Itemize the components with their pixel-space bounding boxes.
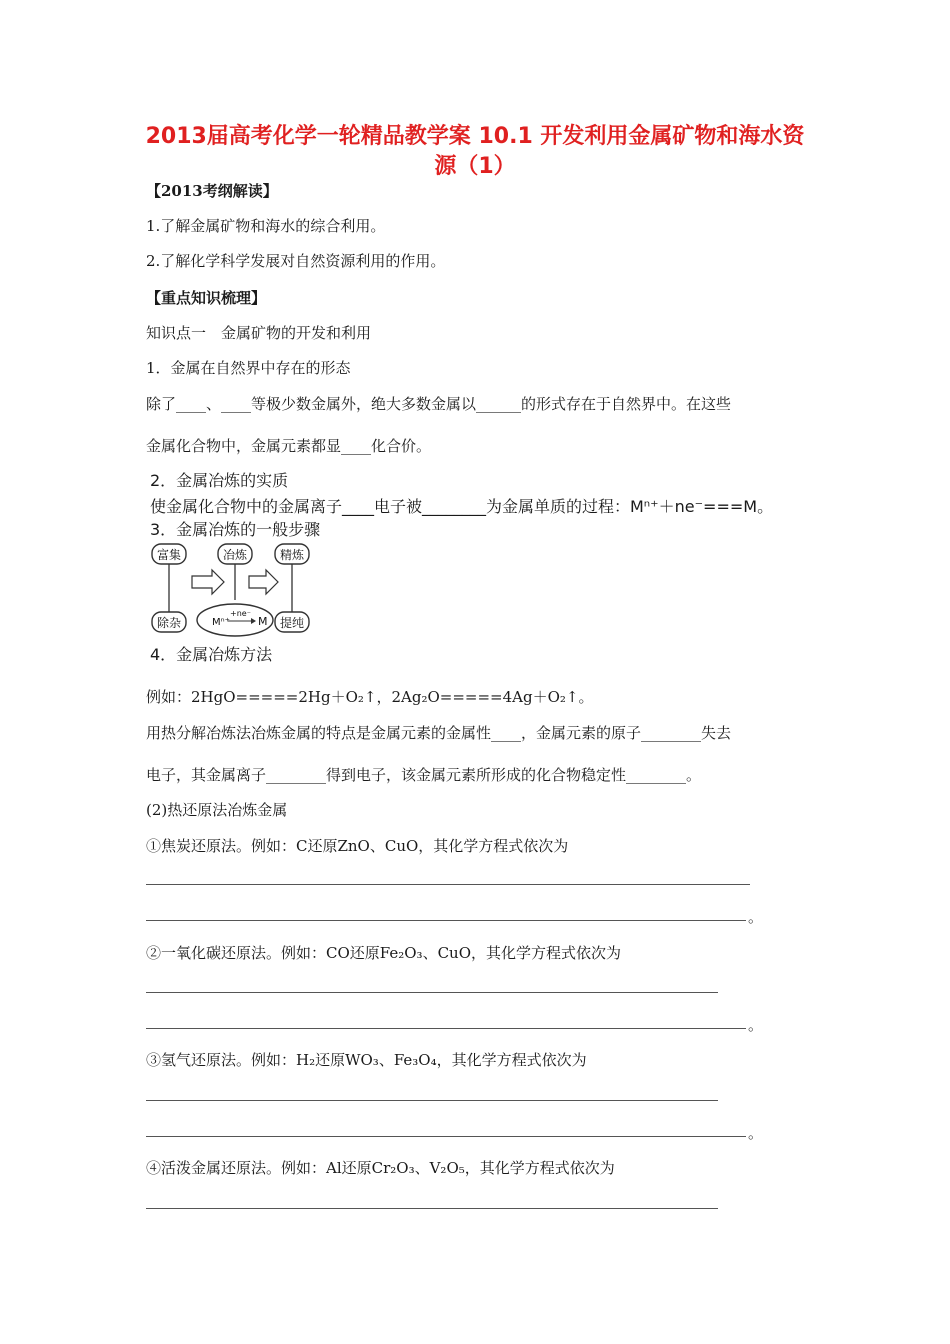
heading-3: 3．金属冶炼的一般步骤 <box>150 520 321 539</box>
reaction-product: M <box>258 615 268 628</box>
example-decomposition: 例如：2HgO=====2Hg＋O₂↑，2Ag₂O=====4Ag＋O₂↑。 <box>146 688 594 706</box>
step-refine: 精炼 <box>279 548 305 562</box>
method-coke: ①焦炭还原法。例如：C还原ZnO、CuO，其化学方程式依次为 <box>146 837 569 855</box>
syllabus-item-1: 1.了解金属矿物和海水的综合利用。 <box>146 217 386 235</box>
heading-4: 4．金属冶炼方法 <box>150 645 273 664</box>
step-enrich: 富集 <box>156 548 182 562</box>
reaction-electrons: +ne⁻ <box>230 609 251 618</box>
title-line-1: 2013届高考化学一轮精品教学案 10.1 开发利用金属矿物和海水资 <box>145 124 805 149</box>
answer-line <box>146 992 718 993</box>
period-mark: 。 <box>748 1124 764 1142</box>
answer-line <box>146 1136 746 1137</box>
answer-line <box>146 884 750 885</box>
syllabus-item-2: 2.了解化学科学发展对自然资源利用的作用。 <box>146 252 446 270</box>
heading-1: 1．金属在自然界中存在的形态 <box>146 359 351 377</box>
paragraph-1a: 除了____、____等极少数金属外，绝大多数金属以______的形式存在于自然界中。在这些 <box>146 395 732 413</box>
paragraph-4b: 电子，其金属离子________得到电子，该金属元素所形成的化合物稳定性________。 <box>146 766 702 784</box>
paragraph-4a: 用热分解冶炼法冶炼金属的特点是金属元素的金属性____，金属元素的原子________失去 <box>146 724 732 742</box>
knowledge-point-1: 知识点一 金属矿物的开发和利用 <box>146 324 372 342</box>
step-smelt: 冶炼 <box>222 548 248 562</box>
title-line-2: 源（1） <box>434 154 516 179</box>
paragraph-2: 使金属化合物中的金属离子____电子被________为金属单质的过程：Mⁿ⁺＋ne⁻===M。 <box>150 497 774 516</box>
method-active-metal: ④活泼金属还原法。例如：Al还原Cr₂O₃、V₂O₅，其化学方程式依次为 <box>146 1159 615 1177</box>
heading-2: 2．金属冶炼的实质 <box>150 471 289 490</box>
method-hydrogen: ③氢气还原法。例如：H₂还原WO₃、Fe₃O₄，其化学方程式依次为 <box>146 1051 587 1069</box>
arrow-right-icon <box>249 570 278 594</box>
section-heading-knowledge: 【重点知识梳理】 <box>146 289 267 307</box>
period-mark: 。 <box>748 1016 764 1034</box>
section-heading-syllabus: 【2013考纲解读】 <box>146 182 278 200</box>
period-mark: 。 <box>748 908 764 926</box>
answer-line <box>146 1100 718 1101</box>
step-impurity: 除杂 <box>156 616 182 630</box>
reaction-reactant: Mⁿ⁺ <box>212 617 230 628</box>
paragraph-1b: 金属化合物中，金属元素都显____化合价。 <box>146 437 432 455</box>
answer-line <box>146 920 746 921</box>
method-co: ②一氧化碳还原法。例如：CO还原Fe₂O₃、CuO，其化学方程式依次为 <box>146 944 622 962</box>
smelting-steps-diagram <box>150 540 320 640</box>
step-purify: 提纯 <box>279 616 305 630</box>
arrow-right-icon <box>192 570 224 594</box>
subheading-thermal-reduction: (2)热还原法冶炼金属 <box>146 801 288 819</box>
answer-line <box>146 1028 746 1029</box>
answer-line <box>146 1208 718 1209</box>
document-title <box>130 122 820 182</box>
